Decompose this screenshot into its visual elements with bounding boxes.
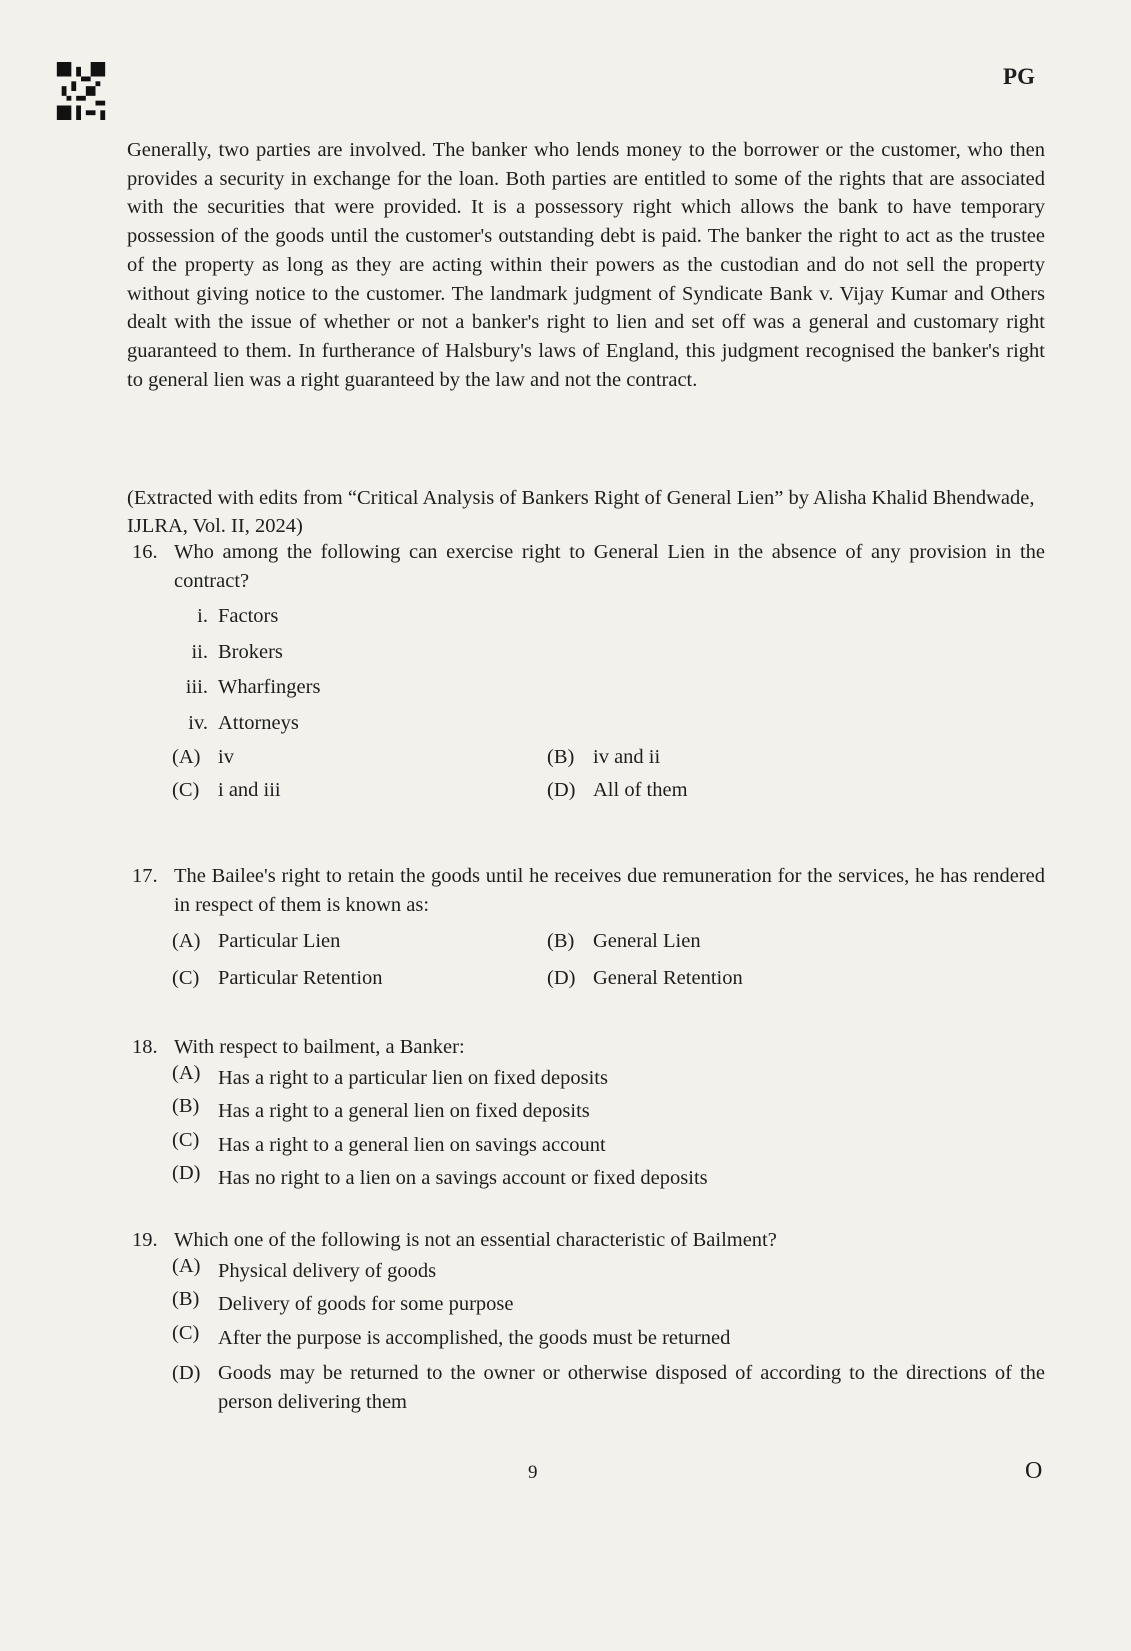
question-number: 19. bbox=[132, 1229, 158, 1251]
option-d: (D) All of them bbox=[547, 779, 688, 801]
option-c: (C) After the purpose is accomplished, the goods must be returned bbox=[172, 1321, 731, 1349]
qr-code-icon bbox=[56, 62, 106, 120]
question-text: The Bailee's right to retain the goods until he receives due remuneration for the services, he has rendered in respect of them is known as: bbox=[174, 865, 1045, 916]
option-c: (C) Particular Retention bbox=[172, 967, 383, 989]
question-19 bbox=[132, 1226, 1045, 1417]
option-d: (D) General Retention bbox=[547, 967, 743, 989]
list-item: ii. Brokers bbox=[191, 640, 283, 663]
question-number: 16. bbox=[132, 541, 158, 563]
question-text: Which one of the following is not an essential characteristic of Bailment? bbox=[174, 1229, 777, 1251]
question-number: 17. bbox=[132, 865, 158, 887]
option-c: (C) Has a right to a general lien on savings account bbox=[172, 1128, 606, 1156]
option-a: (A) Has a right to a particular lien on fixed deposits bbox=[172, 1061, 608, 1089]
passage-source: (Extracted with edits from “Critical Analysis of Bankers Right of General Lien” by Alisha Khalid Bhendwade, IJLRA, Vol. II, 2024) bbox=[127, 487, 1035, 537]
question-text: With respect to bailment, a Banker: bbox=[174, 1036, 465, 1058]
page-number: 9 bbox=[528, 1462, 538, 1483]
option-c: (C) i and iii bbox=[172, 779, 281, 801]
option-d: (D) Has no right to a lien on a savings account or fixed deposits bbox=[172, 1162, 708, 1190]
option-b: (B) General Lien bbox=[547, 930, 701, 952]
paper-code: PG bbox=[1003, 64, 1035, 89]
option-b: (B) iv and ii bbox=[547, 746, 661, 768]
question-16 bbox=[132, 538, 1045, 807]
option-a: (A) iv bbox=[172, 746, 234, 768]
option-b: (B) Delivery of goods for some purpose bbox=[172, 1288, 514, 1316]
question-text: Who among the following can exercise right to General Lien in the absence of any provision in the contract? bbox=[174, 541, 1045, 592]
passage-text: Generally, two parties are involved. The banker who lends money to the borrower or the customer, who then provides a security in exchange for the loan. Both parties are entitled to some of the rights that are associated with the securities that were provided. It is a possessory right which allows the bank to have temporary possession of the goods until the customer's outstanding debt is paid. The banker the right to act as the trustee of the property as long as they are acting within their powers as the custodian and do not sell the property without giving notice to the customer. The landmark judgment of Syndicate Bank v. Vijay Kumar and Others dealt with the issue of whether or not a banker's right to lien and set off was a general and customary right guaranteed to them. In furtherance of Halsbury's laws of England, this judgment recognised the banker's right to general lien was a right guaranteed by the law and not the contract. bbox=[127, 139, 1045, 391]
option-b: (B) Has a right to a general lien on fixed deposits bbox=[172, 1095, 590, 1123]
question-17 bbox=[132, 862, 1045, 997]
list-item: i. Factors bbox=[197, 605, 279, 628]
question-18 bbox=[132, 1033, 1045, 1196]
option-a: (A) Particular Lien bbox=[172, 930, 341, 952]
option-d: (D) Goods may be returned to the owner or otherwise disposed of according to the directions of the person delivering them bbox=[172, 1362, 1045, 1413]
list-item: iii. Wharfingers bbox=[185, 676, 321, 699]
list-item: iv. Attorneys bbox=[188, 711, 299, 734]
question-number: 18. bbox=[132, 1036, 158, 1058]
booklet-set-code: O bbox=[1025, 1458, 1043, 1484]
option-a: (A) Physical delivery of goods bbox=[172, 1254, 437, 1282]
